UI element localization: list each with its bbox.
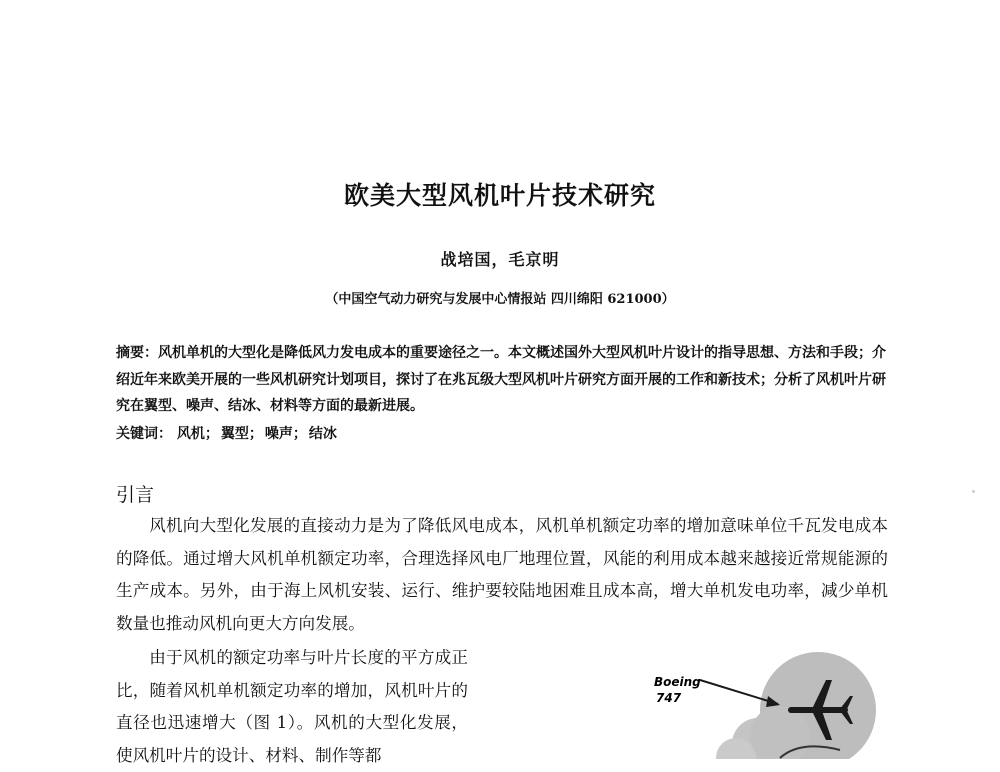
- keyword: 翼型；: [220, 426, 263, 442]
- body-paragraph-2: 由于风机的额定功率与叶片长度的平方成正比，随着风机单机额定功率的增加，风机叶片的直径也迅速增大（图 1）。风机的大型化发展，使风机叶片的设计、材料、制作等都: [116, 648, 468, 765]
- keywords-label: 关键词：: [116, 426, 172, 442]
- rotor-disc-illustration: [716, 652, 876, 759]
- authors: 战培国，毛京明: [440, 250, 560, 269]
- keyword: 结冰: [308, 426, 337, 442]
- figure-label-747: 747: [656, 691, 682, 705]
- body-paragraph-1: 风机向大型化发展的直接动力是为了降低风电成本，风机单机额定功率的增加意味单位千瓦发电成本的降低。通过增大风机单机额定功率，合理选择风电厂地理位置，风能的利用成本越来越接近常规能源的生产成本。另外，由于海上风机安装、运行、维护要较陆地困难且成本高，增大单机发电功率，减少单机数量也推动风机向更大方向发展。: [116, 516, 888, 633]
- keywords: [116, 423, 888, 443]
- abstract: [116, 340, 888, 420]
- affiliation: （中国空气动力研究与发展中心情报站 四川绵阳 621000）: [325, 292, 675, 307]
- figure-1-rotor-size: [640, 640, 880, 759]
- paper-title: 欧美大型风机叶片技术研究: [343, 181, 656, 210]
- figure-label-boeing: Boeing: [654, 675, 701, 689]
- keyword: 风机；: [176, 426, 219, 442]
- section-heading-introduction: 引言: [116, 484, 155, 506]
- scan-speck: [972, 490, 975, 493]
- keyword: 噪声；: [264, 426, 307, 442]
- abstract-text: 风机单机的大型化是降低风力发电成本的重要途径之一。本文概述国外大型风机叶片设计的指导思想、方法和手段；介绍近年来欧美开展的一些风机研究计划项目，探讨了在兆瓦级大型风机叶片研究方面开展的工作和新技术；分析了风机叶片研究在翼型、噪声、结冰、材料等方面的最新进展。: [116, 345, 886, 414]
- abstract-label: 摘要：: [116, 345, 158, 361]
